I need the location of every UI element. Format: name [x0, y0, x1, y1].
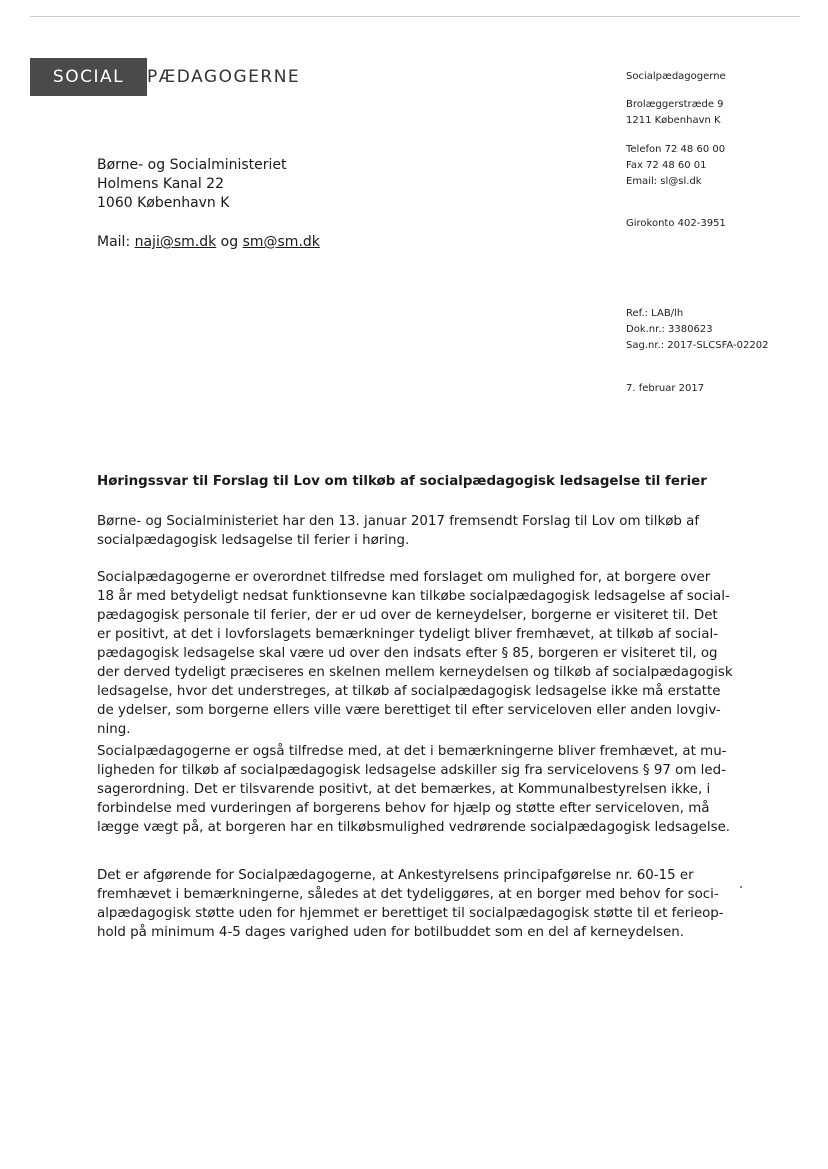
text-line: Socialpædagogerne er også tilfredse med, at det i bemærkningerne bliver fremhævet, at mu-: [97, 744, 727, 759]
paragraph-4: [97, 866, 737, 942]
text-line: Det er afgørende for Socialpædagogerne, at Ankestyrelsens principafgørelse nr. 60-15 er: [97, 868, 694, 883]
recipient-line: Holmens Kanal 22: [97, 176, 224, 192]
mail-separator: og: [220, 234, 239, 250]
paragraph-1: [97, 512, 737, 550]
text-line: pædagogisk personale til ferier, der er ud over de kerneydelser, borgerne er visiteret til. Det: [97, 608, 718, 623]
sender-phone: Telefon 72 48 60 00: [626, 144, 726, 155]
paragraph-3: [97, 742, 737, 837]
recipient-line: Børne- og Socialministeriet: [97, 157, 287, 173]
paragraph-2: [97, 568, 737, 739]
text-line: de ydelser, som borgerne ellers ville være berettiget til efter serviceloven eller anden lovgiv-: [97, 703, 721, 718]
logo-box: SOCIAL: [30, 58, 147, 96]
text-line: 18 år med betydeligt nedsat funktionsevne kan tilkøbe socialpædagogisk ledsagelse af social-: [97, 589, 730, 604]
text-line: fremhævet i bemærkningerne, således at det tydeliggøres, at en borger med behov for soci-: [97, 887, 719, 902]
logo: [30, 58, 300, 96]
case-number: Sag.nr.: 2017-SLCSFA-02202: [626, 340, 769, 351]
text-line: socialpædagogisk ledsagelse til ferier i høring.: [97, 533, 410, 548]
reference-block: [626, 306, 768, 354]
text-line: pædagogisk ledsagelse skal være ud over den indsats efter § 85, borgeren er visiteret til, og: [97, 646, 718, 661]
text-line: ligheden for tilkøb af socialpædagogisk ledsagelse adskiller sig fra servicelovens § 97 om led-: [97, 763, 726, 778]
mail-link-2[interactable]: sm@sm.dk: [242, 234, 320, 250]
doc-number: Dok.nr.: 3380623: [626, 324, 713, 335]
text-line: Børne- og Socialministeriet har den 13. januar 2017 fremsendt Forslag til Lov om tilkøb af: [97, 514, 700, 529]
text-line: forbindelse med vurderingen af borgerens behov for hjælp og støtte efter serviceloven, må: [97, 801, 710, 816]
sender-address-line: 1211 København K: [626, 115, 721, 126]
text-line: Socialpædagogerne er overordnet tilfredse med forslaget om mulighed for, at borgere over: [97, 570, 711, 585]
sender-address: [626, 97, 724, 129]
text-line: ledsagelse, hvor det understreges, at tilkøb af socialpædagogisk ledsagelse ikke må erstatte: [97, 684, 721, 699]
scan-speck: [740, 886, 742, 888]
sender-address-line: Brolæggerstræde 9: [626, 99, 724, 110]
text-line: ning.: [97, 722, 131, 737]
text-line: lægge vægt på, at borgeren har en tilkøbsmulighed vedrørende socialpædagogisk ledsagelse.: [97, 820, 731, 835]
recipient-mail: [97, 233, 320, 252]
sender-giro: Girokonto 402-3951: [626, 218, 726, 229]
sender-contact: [626, 142, 725, 190]
ref-line: Ref.: LAB/lh: [626, 308, 684, 319]
text-line: sagerordning. Det er tilsvarende positivt, at det bemærkes, at Kommunalbestyrelsen ikke, i: [97, 782, 711, 797]
text-line: alpædagogisk støtte uden for hjemmet er berettiget til socialpædagogisk støtte til et ferieop-: [97, 906, 724, 921]
text-line: der derved tydeligt præciseres en skelnen mellem kerneydelsen og tilkøb af socialpædagogisk: [97, 665, 733, 680]
letter-date: 7. februar 2017: [626, 383, 705, 394]
sender-name: Socialpædagogerne: [626, 71, 726, 82]
text-line: er positivt, at det i lovforslagets bemærkninger tydeligt bliver fremhævet, at tilkøb af social-: [97, 627, 719, 642]
recipient-line: 1060 København K: [97, 195, 230, 211]
mail-link-1[interactable]: naji@sm.dk: [134, 234, 217, 250]
top-rule: [30, 16, 800, 17]
text-line: hold på minimum 4-5 dages varighed uden for botilbuddet som en del af kerneydelsen.: [97, 925, 685, 940]
logo-text: PÆDAGOGERNE: [147, 67, 301, 87]
sender-fax: Fax 72 48 60 01: [626, 160, 707, 171]
recipient-address: [97, 156, 287, 213]
sender-email: Email: sl@sl.dk: [626, 176, 702, 187]
mail-label: Mail:: [97, 234, 131, 250]
letter-subject: Høringssvar til Forslag til Lov om tilkøb af socialpædagogisk ledsagelse til ferier: [97, 474, 707, 489]
